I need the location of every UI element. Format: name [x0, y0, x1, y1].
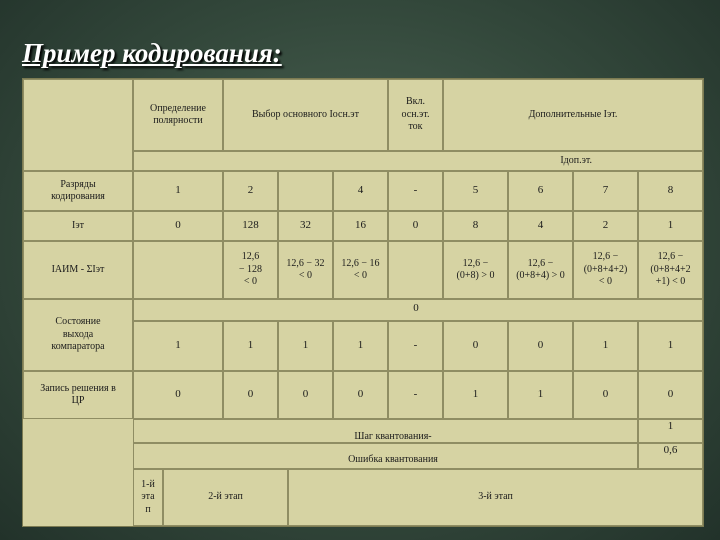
quant-step-label: Шаг квантования- — [354, 431, 432, 442]
stage-3: 3-й этап — [288, 469, 703, 526]
bit-cell: 5 — [443, 171, 508, 211]
iet-cell: 8 — [443, 211, 508, 241]
register-cell: 0 — [638, 371, 703, 419]
register-cell: 0 — [278, 371, 333, 419]
header-empty-cell — [23, 79, 133, 171]
iet-cell: 0 — [133, 211, 223, 241]
zero-mark: 0 — [413, 302, 419, 314]
register-cell: 0 — [573, 371, 638, 419]
comparator-cell: 1 — [638, 321, 703, 371]
register-cell: 1 — [508, 371, 573, 419]
diff-cell: 12,6 − (0+8+4+2) < 0 — [573, 241, 638, 299]
bit-cell: 4 — [333, 171, 388, 211]
iet-cell: 4 — [508, 211, 573, 241]
bit-cell: 7 — [573, 171, 638, 211]
iet-cell: 128 — [223, 211, 278, 241]
stage-2: 2-й этап — [163, 469, 288, 526]
comparator-cell: 1 — [573, 321, 638, 371]
iet-cell: 0 — [388, 211, 443, 241]
iet-cell: 32 — [278, 211, 333, 241]
coding-table — [22, 78, 704, 527]
diff-cell-blank — [388, 241, 443, 299]
diff-cell: 12,6 − 32 < 0 — [278, 241, 333, 299]
quant-error-value: 0,6 — [638, 443, 703, 469]
quant-error-label: Ошибка квантования — [348, 454, 438, 465]
diff-cell: 12,6 − (0+8+4+2 +1) < 0 — [638, 241, 703, 299]
bit-cell: 6 — [508, 171, 573, 211]
bit-cell: - — [388, 171, 443, 211]
register-cell: 0 — [333, 371, 388, 419]
comparator-cell: 1 — [278, 321, 333, 371]
comparator-cell: 0 — [508, 321, 573, 371]
header-main-select: Выбор основного Iосн.эт — [223, 79, 388, 151]
iet-cell: 1 — [638, 211, 703, 241]
comparator-cell: 1 — [223, 321, 278, 371]
row-label-comparator: Состояние выхода компаратора — [23, 299, 133, 371]
register-cell: 0 — [133, 371, 223, 419]
comparator-cell: 1 — [133, 321, 223, 371]
iet-cell: 16 — [333, 211, 388, 241]
diff-cell: 12,6 − 128 < 0 — [223, 241, 278, 299]
row-label-bits: Разряды кодирования — [23, 171, 133, 211]
bit-cell: 8 — [638, 171, 703, 211]
bit-cell-blank — [278, 171, 333, 211]
diff-cell: 12,6 − (0+8) > 0 — [443, 241, 508, 299]
header-polarity: Определение полярности — [133, 79, 223, 151]
row-label-register: Запись решения в ЦР — [23, 371, 133, 419]
diff-cell-blank — [133, 241, 223, 299]
register-cell: - — [388, 371, 443, 419]
comparator-cell: - — [388, 321, 443, 371]
row-label-iet: Iэт — [23, 211, 133, 241]
bit-cell: 1 — [133, 171, 223, 211]
header-idop: Iдоп.эт. — [133, 151, 703, 171]
quant-step-value: 1 — [638, 419, 703, 443]
header-include-current: Вкл. осн.эт. ток — [388, 79, 443, 151]
stage-1: 1-й эта п — [133, 469, 163, 526]
diff-cell: 12,6 − (0+8+4) > 0 — [508, 241, 573, 299]
comparator-cell: 0 — [443, 321, 508, 371]
slide-title: Пример кодирования: — [22, 38, 282, 68]
register-cell: 0 — [223, 371, 278, 419]
diff-cell: 12,6 − 16 < 0 — [333, 241, 388, 299]
bit-cell: 2 — [223, 171, 278, 211]
register-cell: 1 — [443, 371, 508, 419]
comparator-cell: 1 — [333, 321, 388, 371]
row-label-diff: IАИМ - ΣIэт — [23, 241, 133, 299]
header-additional: Дополнительные Iэт. — [443, 79, 703, 151]
iet-cell: 2 — [573, 211, 638, 241]
